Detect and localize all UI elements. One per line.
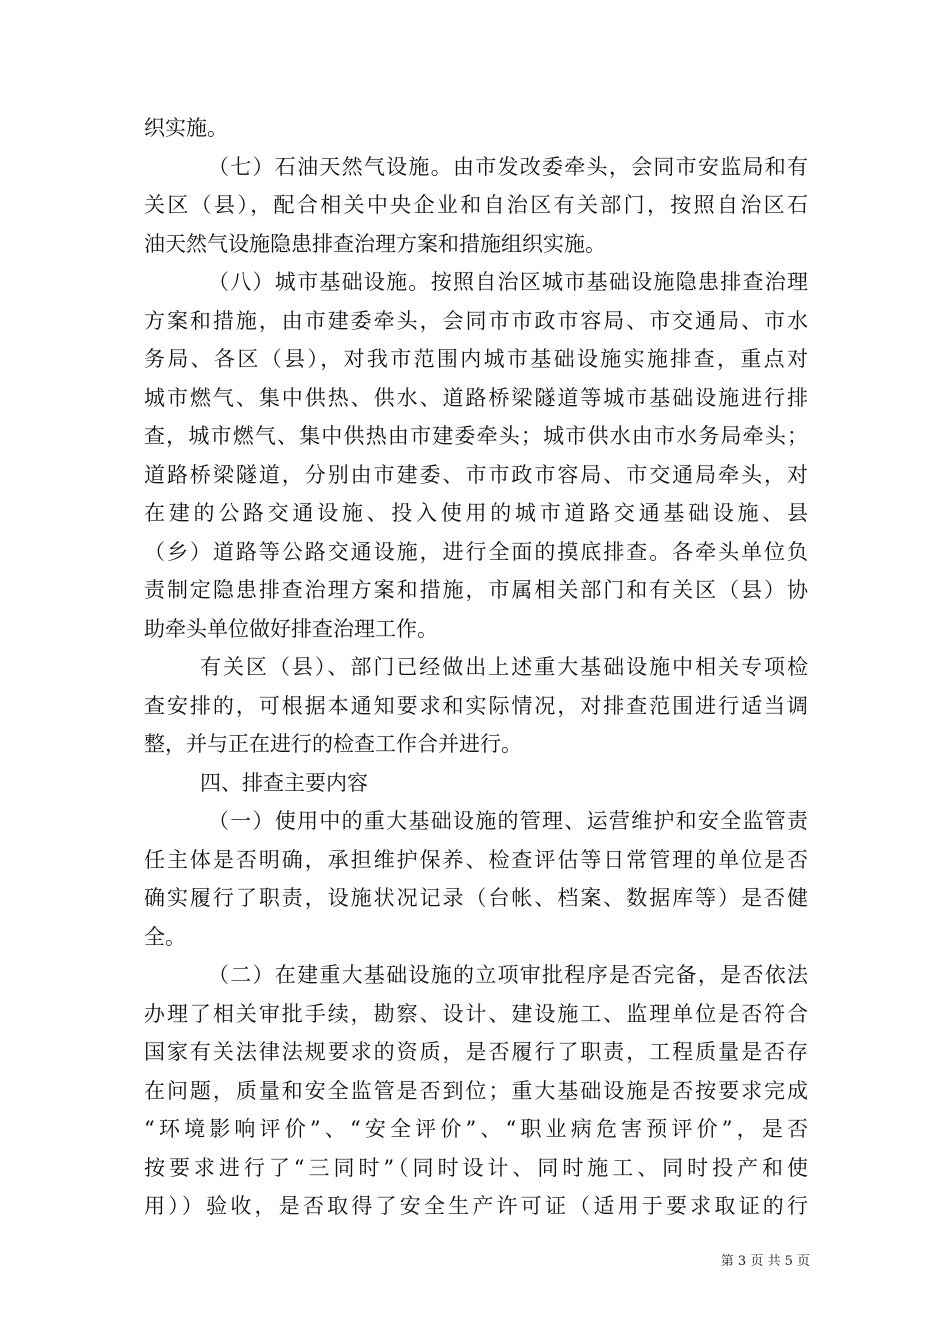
text-line: 按要求进行了“三同时”（同时设计、同时施工、同时投产和使 bbox=[144, 1155, 808, 1180]
text-line: 用））验收，是否取得了安全生产许可证（适用于要求取证的行 bbox=[144, 1194, 808, 1218]
text-line: 确实履行了职责，设施状况记录（台帐、档案、数据库等）是否健 bbox=[144, 886, 808, 910]
text-line: （一）使用中的重大基础设施的管理、运营维护和安全监管责 bbox=[208, 809, 808, 833]
text-line: 查，城市燃气、集中供热由市建委牵头；城市供水由市水务局牵头； bbox=[144, 424, 808, 448]
text-line: 查安排的，可根据本通知要求和实际情况，对排查范围进行适当调 bbox=[144, 693, 808, 718]
text-line: 城市燃气、集中供热、供水、道路桥梁隧道等城市基础设施进行排 bbox=[144, 385, 808, 410]
text-line: 在建的公路交通设施、投入使用的城市道路交通基础设施、县 bbox=[144, 501, 808, 525]
text-line: 有关区（县）、部门已经做出上述重大基础设施中相关专项检 bbox=[200, 655, 808, 679]
text-line: 责制定隐患排查治理方案和措施，市属相关部门和有关区（县）协 bbox=[144, 578, 808, 602]
text-line: 四、排查主要内容 bbox=[200, 770, 368, 795]
text-line: 任主体是否明确，承担维护保养、检查评估等日常管理的单位是否 bbox=[144, 847, 808, 872]
text-line: 在问题，质量和安全监管是否到位；重大基础设施是否按要求完成 bbox=[144, 1078, 808, 1103]
text-line: （乡）道路等公路交通设施，进行全面的摸底排查。各牵头单位负 bbox=[144, 539, 808, 564]
document-body bbox=[144, 109, 808, 1226]
text-line: 方案和措施，由市建委牵头，会同市市政市容局、市交通局、市水 bbox=[144, 308, 808, 333]
text-line: 国家有关法律法规要求的资质，是否履行了职责，工程质量是否存 bbox=[144, 1040, 808, 1064]
text-line: （七）石油天然气设施。由市发改委牵头，会同市安监局和有 bbox=[208, 154, 808, 179]
text-line: （八）城市基础设施。按照自治区城市基础设施隐患排查治理 bbox=[208, 270, 808, 294]
text-line: 整，并与正在进行的检查工作合并进行。 bbox=[144, 732, 522, 756]
text-line: 务局、各区（县），对我市范围内城市基础设施实施排查，重点对 bbox=[144, 347, 808, 371]
text-line: 油天然气设施隐患排查治理方案和措施组织实施。 bbox=[144, 231, 606, 256]
text-line: 助牵头单位做好排查治理工作。 bbox=[144, 616, 438, 641]
text-line: 全。 bbox=[144, 924, 186, 949]
text-line: （二）在建重大基础设施的立项审批程序是否完备，是否依法 bbox=[208, 963, 808, 987]
text-line: “环境影响评价”、“安全评价”、“职业病危害预评价”，是否 bbox=[144, 1117, 808, 1141]
text-line: 道路桥梁隧道，分别由市建委、市市政市容局、市交通局牵头，对 bbox=[144, 462, 808, 487]
text-line: 关区（县），配合相关中央企业和自治区有关部门，按照自治区石 bbox=[144, 193, 808, 217]
text-line: 办理了相关审批手续，勘察、设计、建设施工、监理单位是否符合 bbox=[144, 1001, 808, 1026]
text-line: 织实施。 bbox=[144, 116, 228, 140]
page-number-footer: 第 3 页 共 5 页 bbox=[720, 1254, 810, 1269]
